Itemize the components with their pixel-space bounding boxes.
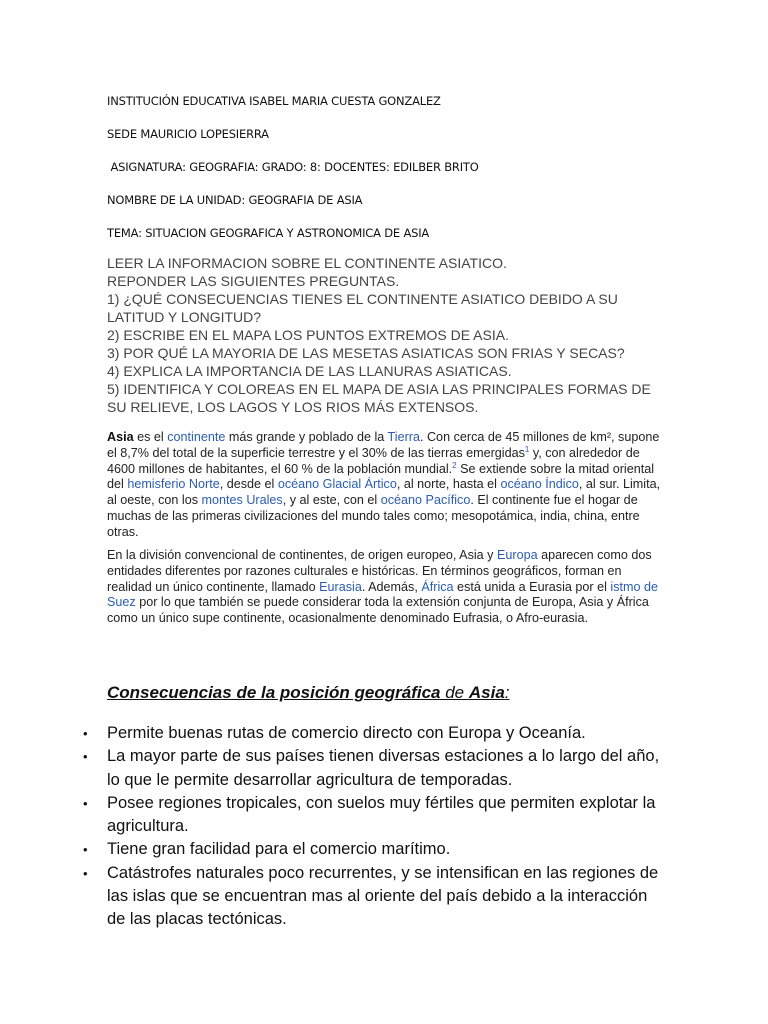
link-continente[interactable]: continente xyxy=(167,430,226,444)
text-run: . El continente fue el hogar de muchas de las primeras civilizaciones del mundo tales como; mesopotámica, india, china, entre otras. xyxy=(107,493,640,539)
text-run: está unida a Eurasia por el xyxy=(453,579,611,594)
heading-plain-run: de xyxy=(440,683,469,702)
link-oceano-pacifico[interactable]: océano Pacífico xyxy=(380,493,471,508)
list-item xyxy=(83,838,663,861)
link-oceano-indico[interactable]: océano Índico xyxy=(500,477,579,492)
list-item-text: La mayor parte de sus países tienen diversas estaciones a lo largo del año, lo que le permite desarrollar agricultura de temporadas. xyxy=(107,747,660,789)
heading-asia-run: Asia xyxy=(468,683,505,702)
sede-line: SEDE MAURICIO LOPESIERRA xyxy=(107,127,269,141)
list-item xyxy=(83,722,663,745)
tema-line: TEMA: SITUACION GEOGRAFICA Y ASTRONOMICA DE ASIA xyxy=(107,226,430,240)
text-run: . Además, xyxy=(361,579,422,594)
text-run: y, con alrededor de 4600 millones de habitantes, el 60 % de la población mundial. xyxy=(107,445,640,476)
question-line: 5) IDENTIFICA Y COLOREAS EN EL MAPA DE ASIA LAS PRINCIPALES FORMAS DE SU RELIEVE, LOS LAGOS Y LOS RIOS MÁS EXTENSOS. xyxy=(107,381,651,415)
asia-term: Asia xyxy=(107,430,134,444)
list-item xyxy=(83,792,663,839)
question-line: 3) POR QUÉ LA MAYORIA DE LAS MESETAS ASIATICAS SON FRIAS Y SECAS? xyxy=(107,345,625,361)
link-africa[interactable]: África xyxy=(421,579,454,594)
bullet-icon: • xyxy=(83,749,88,765)
bullet-icon: • xyxy=(83,726,88,741)
footnote-ref-1[interactable]: 1 xyxy=(524,444,530,454)
question-line: 2) ESCRIBE EN EL MAPA LOS PUNTOS EXTREMOS DE ASIA. xyxy=(107,327,509,343)
question-line: REPONDER LAS SIGUIENTES PREGUNTAS. xyxy=(107,273,400,289)
heading-bold-run: Consecuencias de la posición geográfica xyxy=(107,683,441,702)
consecuencias-list xyxy=(83,722,663,932)
link-europa[interactable]: Europa xyxy=(496,548,538,562)
list-item xyxy=(83,862,663,932)
bullet-icon: • xyxy=(83,795,88,811)
list-item xyxy=(83,745,663,792)
bullet-icon: • xyxy=(83,865,88,881)
list-item-text: Permite buenas rutas de comercio directo con Europa y Oceanía. xyxy=(107,724,586,742)
text-run: , y al este, con el xyxy=(282,493,381,508)
bullet-icon: • xyxy=(83,842,88,858)
text-run: En la división convencional de continentes, de origen europeo, Asia y xyxy=(107,548,497,562)
text-run: por lo que también se puede considerar toda la extensión conjunta de Europa, Asia y África como un único supe continente, ocasionalmente denominado Eufrasia, o Afro-eurasia. xyxy=(107,595,649,626)
text-run: , al sur. Limita, al oeste, con los xyxy=(107,477,661,508)
list-item-text: Tiene gran facilidad para el comercio marítimo. xyxy=(107,840,451,859)
question-line: 4) EXPLICA LA IMPORTANCIA DE LAS LLANURAS ASIATICAS. xyxy=(107,363,512,379)
institution-line: INSTITUCIÓN EDUCATIVA ISABEL MARIA CUESTA GONZALEZ xyxy=(107,94,441,108)
text-run: más grande y poblado de la xyxy=(225,430,388,444)
question-line: 1) ¿QUÉ CONSECUENCIAS TIENES EL CONTINENTE ASIATICO DEBIDO A SU LATITUD Y LONGITUD? xyxy=(107,291,618,325)
text-run: , desde el xyxy=(219,477,278,492)
link-montes-urales[interactable]: montes Urales xyxy=(201,493,283,508)
text-run: . Con cerca de 45 millones de km², supone el 8,7% del total de la superficie terrestre y el 30% de las tierras emergidas xyxy=(107,430,660,460)
text-run: Se extiende sobre la mitad oriental del xyxy=(107,461,655,492)
list-item-text: Catástrofes naturales poco recurrentes, y se intensifican en las regiones de las islas que se encuentran mas al oriente del país debido a la interacción de las placas tectónicas. xyxy=(107,863,659,929)
link-eurasia[interactable]: Eurasia xyxy=(319,579,362,594)
text-run: es el xyxy=(133,430,168,444)
link-tierra[interactable]: Tierra xyxy=(387,430,420,444)
question-line: LEER LA INFORMACION SOBRE EL CONTINENTE ASIATICO. xyxy=(107,255,507,271)
eurasia-paragraph xyxy=(107,548,662,627)
link-istmo-de-suez[interactable]: istmo de Suez xyxy=(107,579,658,610)
link-oceano-glacial-artico[interactable]: océano Glacial Ártico xyxy=(277,477,397,492)
list-item-text: Posee regiones tropicales, con suelos muy fértiles que permiten explotar la agricultura. xyxy=(107,793,656,836)
text-run: , al norte, hasta el xyxy=(396,477,501,492)
asia-intro-paragraph xyxy=(107,430,662,541)
consecuencias-heading xyxy=(107,683,510,703)
asignatura-line: ASIGNATURA: GEOGRAFIA: GRADO: 8: DOCENTES: EDILBER BRITO xyxy=(107,160,479,174)
heading-colon: : xyxy=(504,683,510,702)
text-run: aparecen como dos entidades diferentes por razones culturales e históricas. En términos geográficos, forman en realidad un único continente, llamado xyxy=(107,548,652,594)
link-hemisferio-norte[interactable]: hemisferio Norte xyxy=(127,477,220,492)
unidad-line: NOMBRE DE LA UNIDAD: GEOGRAFIA DE ASIA xyxy=(107,193,363,207)
questions-block xyxy=(107,254,667,416)
footnote-ref-2[interactable]: 2 xyxy=(452,460,457,470)
